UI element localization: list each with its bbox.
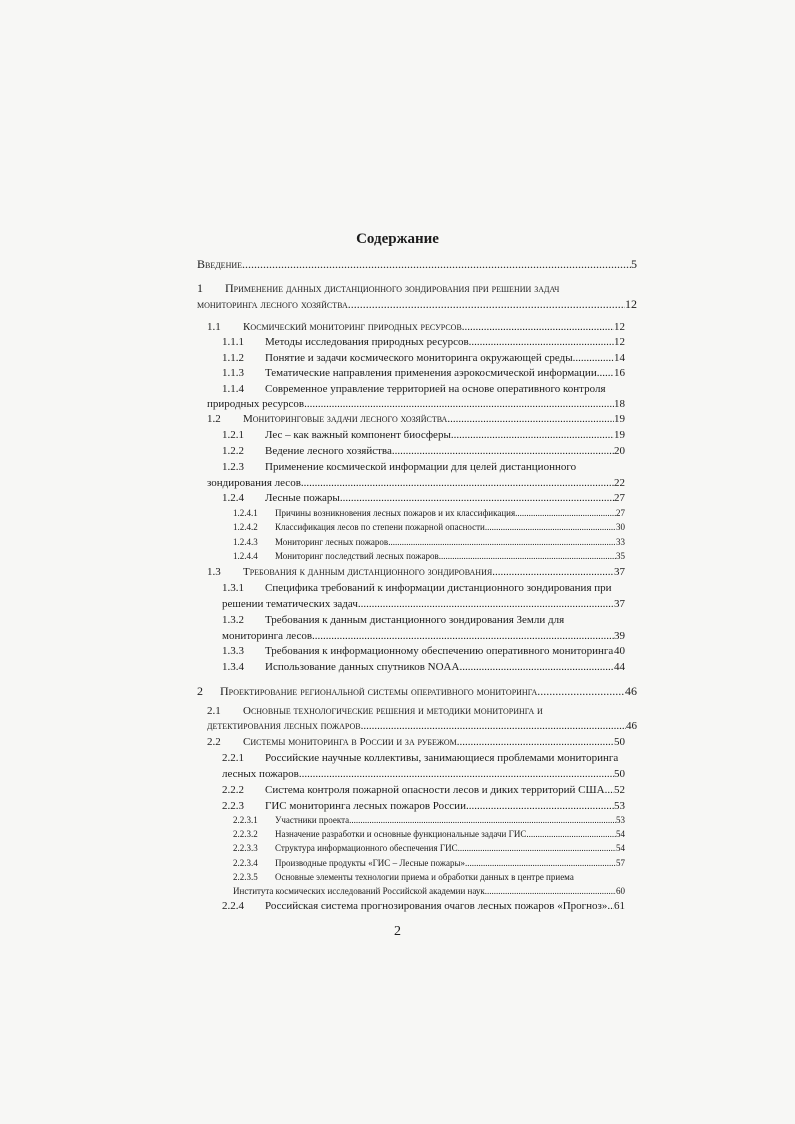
toc-entry-number: 2.2.3.3: [233, 843, 258, 853]
toc-entry-title: природных ресурсов: [207, 398, 305, 410]
toc-entry-title: Основные технологические решения и методики мониторинга и: [243, 705, 543, 717]
toc-entry-number: 2.2.4: [222, 900, 244, 912]
toc-leader-dots: [526, 829, 616, 839]
toc-entry-page: 61: [614, 900, 625, 912]
toc-entry-title: мониторинга лесов: [222, 630, 313, 642]
toc-entry-page: 18: [614, 398, 625, 410]
toc-entry-title: Российские научные коллективы, занимающиеся проблемами мониторинга: [265, 752, 619, 764]
toc-leader-dots: [388, 537, 616, 547]
toc-entry-number: 2.2.3.4: [233, 858, 258, 868]
toc-entry-number: 1.3: [207, 566, 221, 578]
toc-entry-page: 14: [614, 352, 625, 364]
toc-entry-page: 50: [614, 768, 625, 780]
toc-entry[interactable]: [222, 900, 625, 912]
toc-entry[interactable]: [207, 321, 625, 333]
toc-entry-number: 1.2.4.1: [233, 508, 258, 518]
toc-entry-title: Требования к информационному обеспечению оперативного мониторинга: [265, 645, 614, 657]
toc-entry[interactable]: [207, 720, 637, 732]
toc-entry-number: 1.1: [207, 321, 221, 333]
toc-leader-dots: [312, 630, 614, 642]
toc-entry-title: Ведение лесного хозяйства: [265, 445, 392, 457]
toc-entry-page: 12: [614, 321, 625, 333]
toc-leader-dots: [361, 720, 626, 732]
toc-leader-dots: [485, 886, 616, 896]
toc-entry[interactable]: [222, 630, 625, 642]
toc-entry[interactable]: [222, 352, 625, 364]
toc-entry[interactable]: [222, 336, 625, 348]
toc-entry[interactable]: [233, 522, 625, 532]
toc-leader-dots: [457, 736, 614, 748]
toc-entry[interactable]: [222, 752, 625, 764]
toc-entry-number: 1.2.2: [222, 445, 244, 457]
toc-entry[interactable]: [222, 383, 625, 395]
toc-entry[interactable]: [233, 508, 625, 518]
toc-entry-title: Тематические направления применения аэрокосмической информации: [265, 367, 597, 379]
toc-entry-title: детектирования лесных пожаров: [207, 720, 361, 732]
toc-entry-page: 39: [614, 630, 625, 642]
toc-leader-dots: [348, 297, 625, 312]
toc-entry-title: мониторинга лесного хозяйства: [197, 297, 348, 311]
toc-entry-title: Использование данных спутников NOAA: [265, 661, 460, 673]
toc-entry-number: 2.2: [207, 736, 221, 748]
toc-entry-page: 53: [614, 800, 625, 812]
toc-entry-page: 40: [614, 645, 625, 657]
toc-entry-page: 37: [614, 598, 625, 610]
toc-entry[interactable]: [222, 598, 625, 610]
toc-entry-page: 54: [616, 829, 625, 839]
toc-entry-title: ГИС мониторинга лесных пожаров России: [265, 800, 466, 812]
toc-entry-number: 2.2.3: [222, 800, 244, 812]
toc-entry[interactable]: [222, 614, 625, 626]
toc-entry[interactable]: [207, 705, 637, 717]
toc-leader-dots: [447, 413, 614, 425]
toc-entry-number: 1.3.1: [222, 582, 244, 594]
toc-entry-page: 12: [625, 297, 637, 311]
toc-entry-number: 2.2.3.2: [233, 829, 258, 839]
toc-entry[interactable]: [233, 829, 625, 839]
toc-entry[interactable]: [197, 684, 637, 699]
toc-entry-page: 60: [616, 886, 625, 896]
toc-leader-dots: [439, 551, 616, 561]
toc-entry-page: 30: [616, 522, 625, 532]
toc-entry-title: Требования к данным дистанционного зондирования: [243, 566, 493, 578]
toc-entry-page: 52: [614, 784, 625, 796]
toc-entry-number: 1.2.3: [222, 461, 244, 473]
toc-entry[interactable]: [222, 582, 625, 594]
toc-entry-number: 1: [197, 281, 203, 295]
toc-leader-dots: [605, 784, 614, 796]
toc-leader-dots: [459, 661, 614, 673]
toc-leader-dots: [458, 843, 616, 853]
toc-entry[interactable]: [233, 858, 625, 868]
toc-leader-dots: [607, 900, 614, 912]
toc-entry-title: Применение космической информации для целей дистанционного: [265, 461, 577, 473]
toc-entry-title: Мониторинг последствий лесных пожаров: [275, 551, 439, 561]
toc-entry-title: Системы мониторинга в России и за рубежом: [243, 736, 457, 748]
toc-entry-number: 1.2.4.4: [233, 551, 258, 561]
toc-entry-page: 27: [616, 508, 625, 518]
toc-entry-page: 46: [626, 720, 637, 732]
toc-leader-dots: [349, 815, 616, 825]
toc-entry-title: Применение данных дистанционного зондирования при решении задач: [225, 281, 560, 295]
toc-entry-title: Классификация лесов по степени пожарной опасности: [275, 522, 485, 532]
toc-entry-title: Мониторинг лесных пожаров: [275, 537, 389, 547]
toc-entry-title: Методы исследования природных ресурсов: [265, 336, 469, 348]
toc-entry-number: 1.1.1: [222, 336, 244, 348]
toc-entry[interactable]: [222, 784, 625, 796]
toc-entry-title: Современное управление территорией на основе оперативного контроля: [265, 383, 606, 395]
toc-entry[interactable]: [207, 477, 625, 489]
toc-entry[interactable]: [222, 645, 625, 657]
toc-entry[interactable]: [197, 281, 637, 296]
toc-leader-dots: [469, 336, 614, 348]
toc-entry[interactable]: [207, 398, 625, 410]
toc-leader-dots: [573, 352, 614, 364]
toc-entry-number: 1.3.4: [222, 661, 244, 673]
toc-entry-title: лесных пожаров: [222, 768, 299, 780]
toc-entry-page: 27: [614, 492, 625, 504]
toc-entry-number: 2.2.2: [222, 784, 244, 796]
toc-entry-number: 2.1: [207, 705, 221, 717]
toc-entry-title: Причины возникновения лесных пожаров и их классификация: [275, 508, 516, 518]
toc-leader-dots: [301, 477, 614, 489]
toc-entry-title: Структура информационного обеспечения ГИС: [275, 843, 458, 853]
toc-entry-page: 20: [614, 445, 625, 457]
toc-entry[interactable]: [233, 551, 625, 561]
toc-entry-number: 1.2.4.2: [233, 522, 258, 532]
toc-entry-title: Проектирование региональной системы оперативного мониторинга: [220, 684, 538, 698]
toc-leader-dots: [451, 429, 614, 441]
toc-entry-number: 1.2.4: [222, 492, 244, 504]
toc-leader-dots: [242, 257, 631, 272]
toc-leader-dots: [299, 768, 614, 780]
page-title: Содержание: [356, 231, 439, 247]
page-number: 2: [394, 924, 401, 939]
toc-entry-title: решении тематических задач: [222, 598, 358, 610]
toc-leader-dots: [340, 492, 614, 504]
toc-leader-dots: [392, 445, 614, 457]
toc-entry[interactable]: [233, 886, 625, 896]
toc-entry[interactable]: [233, 537, 625, 547]
toc-entry-title: Участники проекта: [275, 815, 350, 825]
toc-entry-number: 1.1.4: [222, 383, 244, 395]
toc-entry-title: Производные продукты «ГИС – Лесные пожары»: [275, 858, 466, 868]
toc-entry-page: 44: [614, 661, 625, 673]
toc-entry-page: 37: [614, 566, 625, 578]
toc-entry[interactable]: [222, 800, 625, 812]
toc-entry[interactable]: [222, 492, 625, 504]
toc-entry-title: Мониторинговые задачи лесного хозяйства: [243, 413, 448, 425]
toc-entry-number: 1.3.2: [222, 614, 244, 626]
toc-leader-dots: [358, 598, 614, 610]
toc-entry-title: Система контроля пожарной опасности лесов и диких территорий США: [265, 784, 605, 796]
toc-entry-page: 57: [616, 858, 625, 868]
toc-entry-title: зондирования лесов: [207, 477, 301, 489]
toc-entry[interactable]: [233, 843, 625, 853]
toc-entry-page: 19: [614, 429, 625, 441]
toc-entry-title: Специфика требований к информации дистанционного зондирования при: [265, 582, 612, 594]
toc-entry-title: Института космических исследований Российской академии наук: [233, 886, 485, 896]
toc-entry-number: 1.2.1: [222, 429, 244, 441]
toc-entry[interactable]: [222, 768, 625, 780]
toc-leader-dots: [515, 508, 616, 518]
toc-entry-title: Основные элементы технологии приема и обработки данных в центре приема: [275, 872, 574, 882]
toc-entry-page: 54: [616, 843, 625, 853]
toc-entry-page: 53: [616, 815, 625, 825]
toc-entry[interactable]: [222, 367, 625, 379]
toc-leader-dots: [485, 522, 616, 532]
toc-entry-page: 16: [614, 367, 625, 379]
toc-leader-dots: [466, 800, 614, 812]
toc-entry[interactable]: [207, 413, 625, 425]
toc-entry-title: Лес – как важный компонент биосферы: [265, 429, 451, 441]
toc-entry-number: 2.2.3.5: [233, 872, 258, 882]
toc-entry[interactable]: [233, 872, 625, 882]
toc-entry-title: Назначение разработки и основные функциональные задачи ГИС: [275, 829, 527, 839]
toc-leader-dots: [597, 367, 614, 379]
toc-entry-page: 22: [614, 477, 625, 489]
toc-entry[interactable]: [197, 297, 637, 312]
toc-entry-number: 2.2.1: [222, 752, 244, 764]
toc-entry[interactable]: [222, 461, 625, 473]
toc-entry[interactable]: [222, 445, 625, 457]
toc-entry-page: 46: [625, 684, 637, 698]
toc-entry-number: 1.1.2: [222, 352, 244, 364]
toc-leader-dots: [537, 684, 625, 699]
toc-entry-title: Российская система прогнозирования очагов лесных пожаров «Прогноз»: [265, 900, 608, 912]
toc-leader-dots: [465, 858, 616, 868]
toc-entry[interactable]: [207, 566, 625, 578]
toc-entry[interactable]: [207, 736, 625, 748]
toc-entry-title: Требования к данным дистанционного зондирования Земли для: [265, 614, 565, 626]
toc-entry-number: 2: [197, 684, 203, 698]
toc-entry-title: Космический мониторинг природных ресурсов: [243, 321, 462, 333]
toc-entry-title: Лесные пожары: [265, 492, 340, 504]
toc-entry-page: 12: [614, 336, 625, 348]
toc-entry-page: 19: [614, 413, 625, 425]
toc-leader-dots: [304, 398, 614, 410]
toc-entry-number: 1.1.3: [222, 367, 244, 379]
toc-leader-dots: [492, 566, 614, 578]
toc-entry-title: Введение: [197, 257, 243, 271]
toc-entry[interactable]: [222, 661, 625, 673]
toc-entry-title: Понятие и задачи космического мониторинга окружающей среды: [265, 352, 573, 364]
toc-entry-number: 1.3.3: [222, 645, 244, 657]
toc-entry[interactable]: [222, 429, 625, 441]
toc-entry[interactable]: [197, 257, 637, 272]
toc-entry-number: 1.2: [207, 413, 221, 425]
toc-entry-page: 33: [616, 537, 625, 547]
toc-entry-page: 5: [631, 257, 637, 271]
toc-entry-page: 50: [614, 736, 625, 748]
toc-entry-number: 2.2.3.1: [233, 815, 258, 825]
toc-entry-page: 35: [616, 551, 625, 561]
toc-entry[interactable]: [233, 815, 625, 825]
toc-leader-dots: [462, 321, 614, 333]
toc-entry-number: 1.2.4.3: [233, 537, 258, 547]
